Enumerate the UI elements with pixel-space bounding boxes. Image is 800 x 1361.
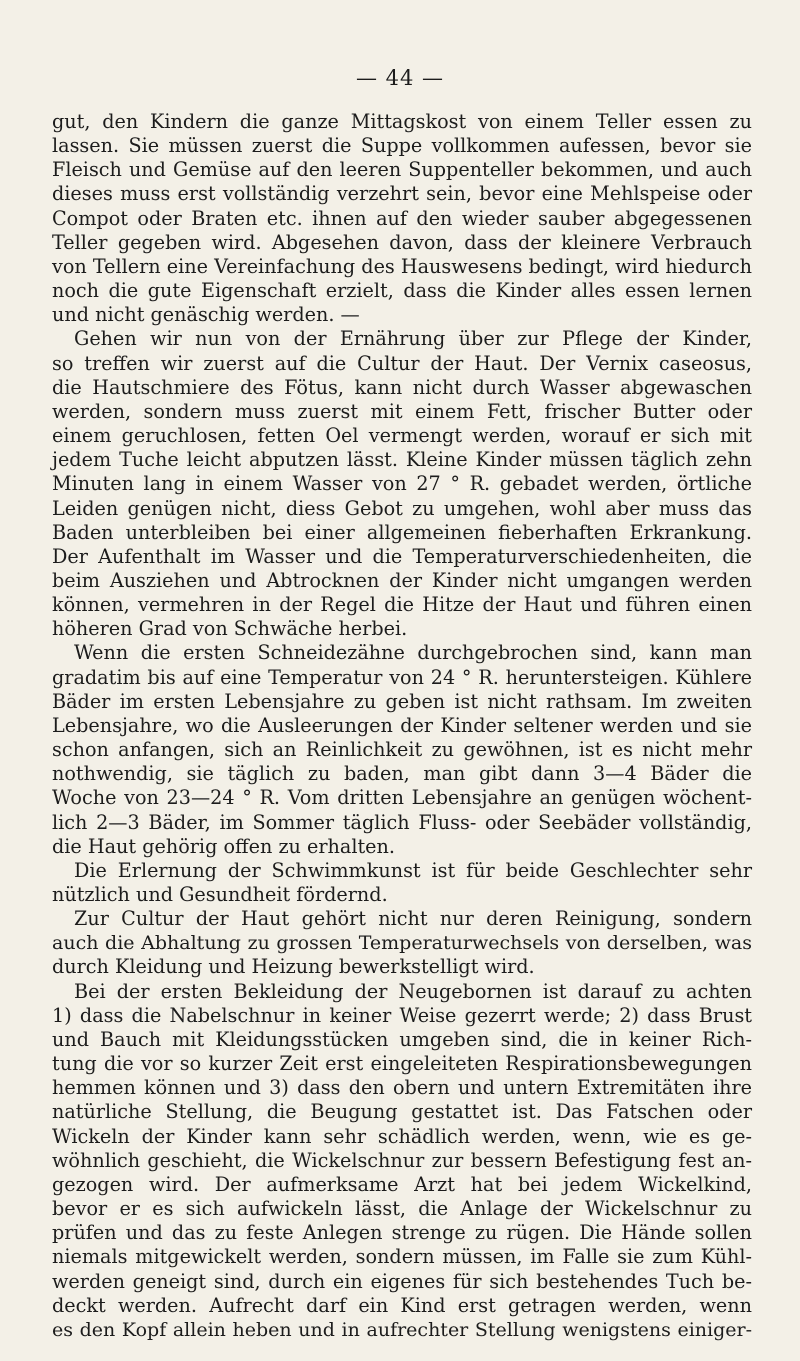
- text-line: Fleisch und Gemüse auf den leeren Suppenteller bekommen, und auch: [52, 158, 752, 182]
- text-line: gezogen wird. Der aufmerksame Arzt hat bei jedem Wickelkind,: [52, 1172, 752, 1196]
- text-line: Bei der ersten Bekleidung der Neugebornen ist darauf zu achten: [74, 979, 752, 1003]
- page-number: — 44 —: [355, 66, 445, 90]
- text-line: Baden unterbleiben bei einer allgemeinen fieberhaften Erkrankung.: [52, 520, 752, 544]
- text-line: jedem Tuche leicht abputzen lässt. Kleine Kinder müssen täglich zehn: [52, 448, 752, 472]
- text-line: Die Erlernung der Schwimmkunst ist für beide Geschlechter sehr: [74, 858, 752, 882]
- text-line: dieses muss erst vollständig verzehrt sein, bevor eine Mehlspeise oder: [52, 182, 752, 206]
- text-line: die Hautschmiere des Fötus, kann nicht durch Wasser abgewaschen: [52, 375, 752, 399]
- text-line: Lebensjahre, wo die Ausleerungen der Kinder seltener werden und sie: [52, 713, 752, 737]
- text-line: lassen. Sie müssen zuerst die Suppe vollkommen aufessen, bevor sie: [52, 134, 752, 158]
- text-line: lich 2—3 Bäder, im Sommer täglich Fluss- oder Seebäder vollständig,: [52, 810, 752, 834]
- text-line: niemals mitgewickelt werden, sondern müssen, im Falle sie zum Kühl-: [52, 1245, 752, 1269]
- text-line: bevor er es sich aufwickeln lässt, die Anlage der Wickelschnur zu: [52, 1197, 752, 1221]
- text-line: wöhnlich geschieht, die Wickelschnur zur bessern Befestigung fest an-: [52, 1148, 752, 1172]
- text-line: deckt werden. Aufrecht darf ein Kind erst getragen werden, wenn: [52, 1293, 752, 1317]
- text-line: Woche von 23—24 ° R. Vom dritten Lebensjahre an genügen wöchent-: [52, 786, 752, 810]
- text-line: nothwendig, sie täglich zu baden, man gibt dann 3—4 Bäder die: [52, 762, 752, 786]
- text-line: einem geruchlosen, fetten Oel vermengt werden, worauf er sich mit: [52, 424, 752, 448]
- text-line: Teller gegeben wird. Abgesehen davon, dass der kleinere Verbrauch: [52, 230, 752, 254]
- text-line: natürliche Stellung, die Beugung gestattet ist. Das Fatschen oder: [52, 1100, 752, 1124]
- text-line: Gehen wir nun von der Ernährung über zur Pflege der Kinder,: [74, 327, 752, 351]
- text-line: nützlich und Gesundheit fördernd.: [52, 883, 388, 906]
- text-line: prüfen und das zu feste Anlegen strenge zu rügen. Die Hände sollen: [52, 1221, 752, 1245]
- text-line: höheren Grad von Schwäche herbei.: [52, 617, 408, 641]
- text-line: beim Ausziehen und Abtrocknen der Kinder nicht umgangen werden: [52, 568, 752, 592]
- text-line: tung die vor so kurzer Zeit erst eingeleiteten Respirationsbewegungen: [52, 1052, 752, 1076]
- body-text: [52, 110, 752, 1342]
- text-line: die Haut gehörig offen zu erhalten.: [52, 834, 395, 858]
- text-line: 1) dass die Nabelschnur in keiner Weise gezerrt werde; 2) dass Brust: [52, 1003, 752, 1027]
- text-line: hemmen können und 3) dass den obern und untern Extremitäten ihre: [52, 1076, 752, 1100]
- text-line: Leiden genügen nicht, diess Gebot zu umgehen, wohl aber muss das: [52, 496, 752, 520]
- text-line: schon anfangen, sich an Reinlichkeit zu gewöhnen, ist es nicht mehr: [52, 738, 752, 762]
- text-line: Wickeln der Kinder kann sehr schädlich werden, wenn, wie es ge-: [52, 1124, 752, 1148]
- text-line: Der Aufenthalt im Wasser und die Temperaturverschiedenheiten, die: [52, 544, 752, 568]
- text-line: es den Kopf allein heben und in aufrechter Stellung wenigstens einiger-: [52, 1318, 752, 1341]
- text-line: werden, sondern muss zuerst mit einem Fett, frischer Butter oder: [52, 399, 752, 423]
- text-line: noch die gute Eigenschaft erzielt, dass die Kinder alles essen lernen: [52, 279, 752, 303]
- text-line: können, vermehren in der Regel die Hitze der Haut und führen einen: [52, 593, 752, 617]
- text-line: Bäder im ersten Lebensjahre zu geben ist nicht rathsam. Im zweiten: [52, 689, 752, 713]
- text-line: auch die Abhaltung zu grossen Temperaturwechsels von derselben, was: [52, 932, 752, 955]
- text-line: so treffen wir zuerst auf die Cultur der Haut. Der Vernix caseosus,: [52, 351, 752, 375]
- text-line: von Tellern eine Vereinfachung des Hauswesens bedingt, wird hiedurch: [52, 254, 753, 278]
- text-line: Wenn die ersten Schneidezähne durchgebrochen sind, kann man: [74, 641, 752, 665]
- text-line: gut, den Kindern die ganze Mittagskost von einem Teller essen zu: [52, 110, 752, 133]
- text-line: Minuten lang in einem Wasser von 27 ° R. gebadet werden, örtliche: [52, 472, 752, 496]
- text-line: und nicht genäschig werden. —: [52, 303, 360, 327]
- text-line: Zur Cultur der Haut gehört nicht nur deren Reinigung, sondern: [74, 907, 752, 931]
- text-line: Compot oder Braten etc. ihnen auf den wieder sauber abgegessenen: [52, 206, 752, 230]
- text-line: werden geneigt sind, durch ein eigenes für sich bestehendes Tuch be-: [52, 1269, 752, 1293]
- text-line: durch Kleidung und Heizung bewerkstelligt wird.: [52, 955, 535, 979]
- text-line: gradatim bis auf eine Temperatur von 24 ° R. heruntersteigen. Kühlere: [52, 665, 752, 689]
- text-line: und Bauch mit Kleidungsstücken umgeben sind, die in keiner Rich-: [52, 1027, 752, 1051]
